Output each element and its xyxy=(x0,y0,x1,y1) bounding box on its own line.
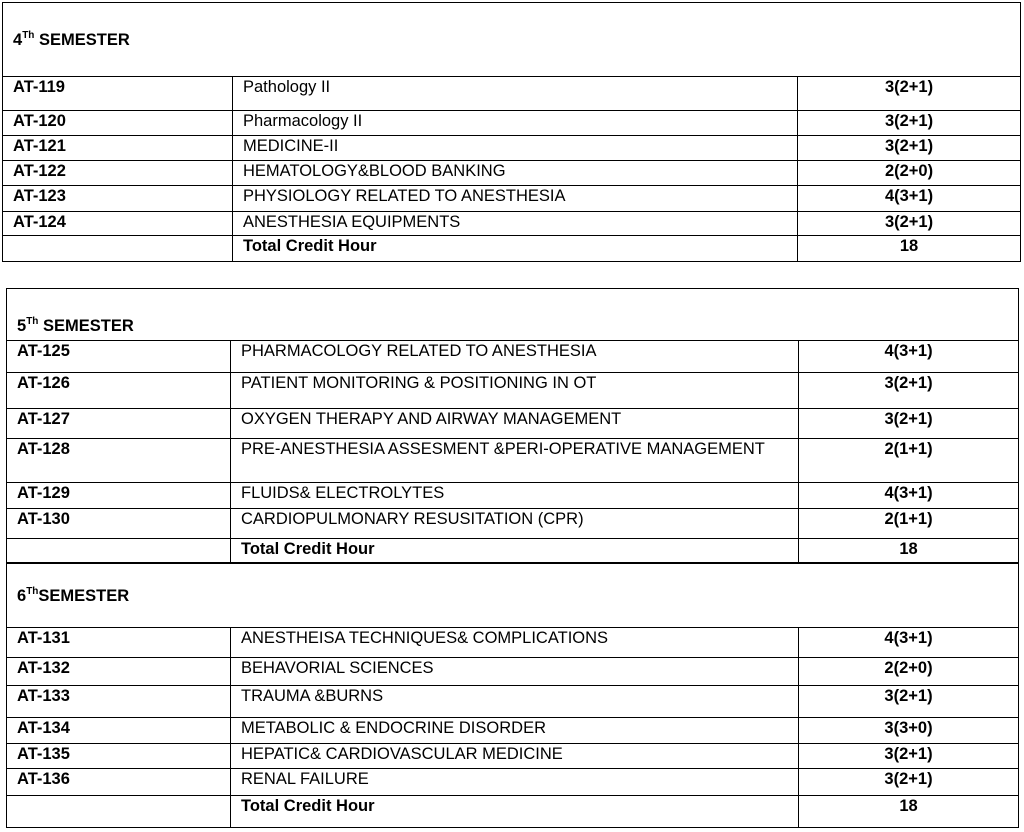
course-title: PATIENT MONITORING & POSITIONING IN OT xyxy=(231,373,799,409)
table-row xyxy=(7,341,1019,373)
course-code: AT-130 xyxy=(7,509,231,539)
total-row xyxy=(3,236,1021,262)
total-value: 18 xyxy=(798,236,1021,262)
total-label: Total Credit Hour xyxy=(231,539,799,563)
course-credit: 4(3+1) xyxy=(799,483,1019,509)
course-title: METABOLIC & ENDOCRINE DISORDER xyxy=(231,718,799,744)
course-credit: 2(2+0) xyxy=(799,658,1019,686)
course-credit: 3(2+1) xyxy=(799,769,1019,796)
semester-5-heading-num: 5 xyxy=(17,317,27,335)
table-row xyxy=(3,161,1021,186)
course-title: OXYGEN THERAPY AND AIRWAY MANAGEMENT xyxy=(231,409,799,439)
course-code: AT-133 xyxy=(7,686,231,718)
table-row xyxy=(7,409,1019,439)
course-title: HEMATOLOGY&BLOOD BANKING xyxy=(233,161,798,186)
course-title: PRE-ANESTHESIA ASSESMENT &PERI-OPERATIVE MANAGEMENT xyxy=(231,439,799,483)
semester-6-heading-num: 6 xyxy=(17,586,27,605)
course-code: AT-124 xyxy=(3,212,233,236)
semester-5-heading xyxy=(7,289,1019,341)
total-label: Total Credit Hour xyxy=(233,236,798,262)
course-title: ANESTHEISA TECHNIQUES& COMPLICATIONS xyxy=(231,628,799,658)
course-code: AT-123 xyxy=(3,186,233,212)
semester-4-heading-num: 4 xyxy=(13,30,23,49)
semester-6-heading-word: SEMESTER xyxy=(38,586,130,605)
course-title: Pharmacology II xyxy=(233,111,798,136)
table-row xyxy=(3,186,1021,212)
course-code: AT-131 xyxy=(7,628,231,658)
course-credit: 2(2+0) xyxy=(798,161,1021,186)
semester-4-heading-word: SEMESTER xyxy=(34,30,130,49)
semester-6-table xyxy=(6,563,1019,828)
course-title: ANESTHESIA EQUIPMENTS xyxy=(233,212,798,236)
course-credit: 4(3+1) xyxy=(798,186,1021,212)
course-credit: 2(1+1) xyxy=(799,509,1019,539)
course-title: HEPATIC& CARDIOVASCULAR MEDICINE xyxy=(231,744,799,769)
table-row xyxy=(3,77,1021,111)
course-title: FLUIDS& ELECTROLYTES xyxy=(231,483,799,509)
table-row xyxy=(7,658,1019,686)
total-value: 18 xyxy=(799,796,1019,828)
table-row xyxy=(3,111,1021,136)
total-label: Total Credit Hour xyxy=(231,796,799,828)
course-credit: 3(2+1) xyxy=(799,686,1019,718)
course-credit: 3(2+1) xyxy=(798,212,1021,236)
course-code: AT-136 xyxy=(7,769,231,796)
course-credit: 3(2+1) xyxy=(799,409,1019,439)
table-row xyxy=(7,373,1019,409)
course-title: BEHAVORIAL SCIENCES xyxy=(231,658,799,686)
course-credit: 3(2+1) xyxy=(799,744,1019,769)
course-code: AT-132 xyxy=(7,658,231,686)
semester-4-table xyxy=(2,2,1021,262)
table-row xyxy=(3,212,1021,236)
empty-cell xyxy=(3,236,233,262)
course-code: AT-119 xyxy=(3,77,233,111)
table-row xyxy=(7,769,1019,796)
semester-5-heading-word: SEMESTER xyxy=(38,317,134,335)
course-title: CARDIOPULMONARY RESUSITATION (CPR) xyxy=(231,509,799,539)
course-code: AT-122 xyxy=(3,161,233,186)
course-credit: 4(3+1) xyxy=(799,341,1019,373)
table-row xyxy=(3,136,1021,161)
course-title: MEDICINE-II xyxy=(233,136,798,161)
course-credit: 3(2+1) xyxy=(798,111,1021,136)
table-row xyxy=(7,744,1019,769)
total-row xyxy=(7,796,1019,828)
course-title: PHARMACOLOGY RELATED TO ANESTHESIA xyxy=(231,341,799,373)
semester-4-heading xyxy=(3,3,1021,77)
empty-cell xyxy=(7,796,231,828)
course-credit: 3(3+0) xyxy=(799,718,1019,744)
course-credit: 2(1+1) xyxy=(799,439,1019,483)
table-row xyxy=(7,439,1019,483)
course-credit: 3(2+1) xyxy=(798,77,1021,111)
course-title: Pathology II xyxy=(233,77,798,111)
semester-6-heading-sup: Th xyxy=(26,585,39,597)
table-row xyxy=(7,628,1019,658)
course-code: AT-128 xyxy=(7,439,231,483)
course-code: AT-134 xyxy=(7,718,231,744)
course-code: AT-121 xyxy=(3,136,233,161)
table-row xyxy=(7,509,1019,539)
course-code: AT-120 xyxy=(3,111,233,136)
course-credit: 3(2+1) xyxy=(798,136,1021,161)
semester-5-table xyxy=(6,288,1019,563)
course-code: AT-126 xyxy=(7,373,231,409)
semester-6-heading xyxy=(7,564,1019,628)
course-code: AT-127 xyxy=(7,409,231,439)
table-row xyxy=(7,718,1019,744)
empty-cell xyxy=(7,539,231,563)
total-value: 18 xyxy=(799,539,1019,563)
course-title: PHYSIOLOGY RELATED TO ANESTHESIA xyxy=(233,186,798,212)
course-title: TRAUMA &BURNS xyxy=(231,686,799,718)
course-code: AT-135 xyxy=(7,744,231,769)
course-code: AT-125 xyxy=(7,341,231,373)
course-code: AT-129 xyxy=(7,483,231,509)
course-title: RENAL FAILURE xyxy=(231,769,799,796)
course-credit: 4(3+1) xyxy=(799,628,1019,658)
course-credit: 3(2+1) xyxy=(799,373,1019,409)
semester-4-heading-sup: Th xyxy=(22,29,35,41)
table-row xyxy=(7,483,1019,509)
semester-5-heading-sup: Th xyxy=(26,316,39,327)
table-row xyxy=(7,686,1019,718)
total-row xyxy=(7,539,1019,563)
